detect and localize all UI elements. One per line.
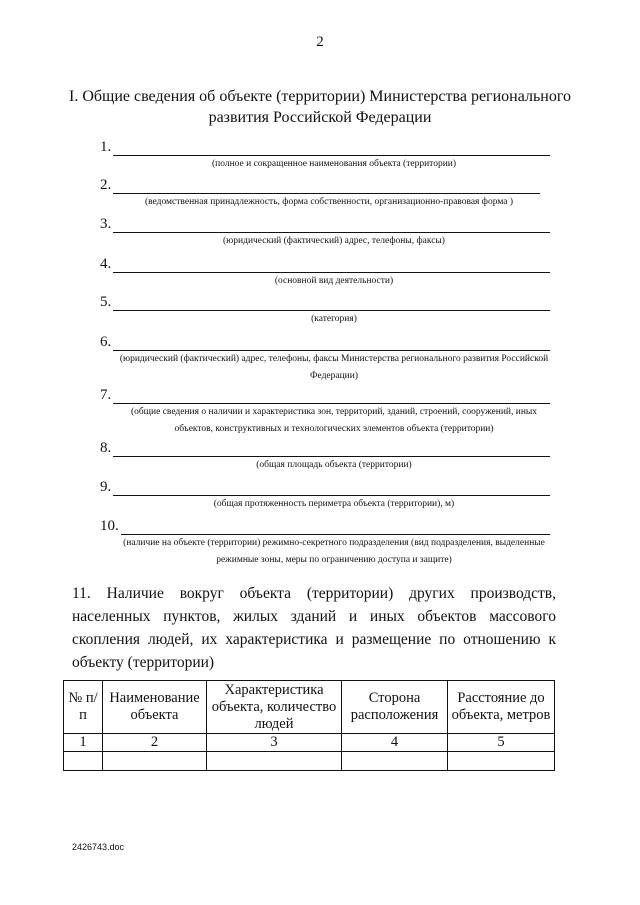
field-caption: (полное и сокращенное наименования объекта (территории) <box>211 159 457 169</box>
fill-line[interactable] <box>113 260 550 273</box>
field-4 <box>100 255 550 290</box>
fill-line[interactable] <box>113 181 540 194</box>
field-number: 5. <box>100 294 112 310</box>
field-caption: (категория) <box>311 314 357 324</box>
field-caption: (основной вид деятельности) <box>274 276 394 286</box>
table-cell: 4 <box>342 734 448 752</box>
field-number: 1. <box>100 139 112 155</box>
section-title: I. Общие сведения об объекте (территории) Министерства регионального развития Российской Федерации <box>68 88 571 126</box>
table-row <box>64 734 555 752</box>
table-row <box>64 752 555 771</box>
field-1 <box>100 138 550 173</box>
header-characteristics: Характеристика объекта, количество людей <box>207 681 342 734</box>
table-header-row <box>64 681 555 734</box>
paragraph-11: 11. Наличие вокруг объекта (территории) других производств, населенных пунктов, жилых зданий и иных объектов массового скопления людей, их характеристика и размещение по отношению к объекту (территории) <box>72 585 556 671</box>
fill-line[interactable] <box>113 298 550 311</box>
surroundings-table <box>63 680 555 771</box>
field-caption: (юридический (фактический) адрес, телефоны, факсы Министерства регионального развития Российской Федерации) <box>119 354 549 381</box>
field-number: 4. <box>100 256 112 272</box>
field-number: 6. <box>100 334 112 350</box>
header-distance: Расстояние до объекта, метров <box>448 681 555 734</box>
table-cell: 5 <box>448 734 555 752</box>
field-number: 2. <box>100 177 112 193</box>
header-name: Наименование объекта <box>103 681 207 734</box>
field-6 <box>100 333 550 385</box>
field-caption: (юридический (фактический) адрес, телефоны, факсы) <box>223 236 445 246</box>
header-number: № п/п <box>64 681 103 734</box>
fill-line[interactable] <box>121 522 550 535</box>
field-number: 10. <box>100 518 119 534</box>
field-8 <box>100 439 550 474</box>
header-side: Сторона расположения <box>342 681 448 734</box>
field-3 <box>100 215 550 250</box>
field-2 <box>100 176 540 211</box>
fill-line[interactable] <box>113 338 550 351</box>
page-number: 2 <box>316 34 324 50</box>
field-7 <box>100 386 550 438</box>
table-cell[interactable] <box>207 752 342 771</box>
field-number: 7. <box>100 387 112 403</box>
field-caption: (общая площадь объекта (территории) <box>256 460 412 470</box>
fill-line[interactable] <box>113 220 550 233</box>
table-cell[interactable] <box>448 752 555 771</box>
fill-line[interactable] <box>113 143 550 156</box>
field-number: 9. <box>100 479 112 495</box>
table-cell: 2 <box>103 734 207 752</box>
fill-line[interactable] <box>113 483 550 496</box>
fill-line[interactable] <box>113 391 550 404</box>
field-5 <box>100 293 550 328</box>
fill-line[interactable] <box>113 444 550 457</box>
field-number: 3. <box>100 216 112 232</box>
table-cell[interactable] <box>64 752 103 771</box>
field-caption: (наличие на объекте (территории) режимно-секретного подразделения (вид подразделения, выделенные режимные зоны, меры по ограничению доступа и защите) <box>123 538 545 565</box>
field-caption: (ведомственная принадлежность, форма собственности, организационно-правовая форма ) <box>144 197 514 207</box>
field-caption: (общая протяженность периметра объекта (территории), м) <box>213 499 455 509</box>
field-9 <box>100 478 550 513</box>
table-cell: 3 <box>207 734 342 752</box>
field-10 <box>100 517 550 569</box>
table-cell[interactable] <box>103 752 207 771</box>
table-cell[interactable] <box>342 752 448 771</box>
footer-doc-code: 2426743.doc <box>72 842 125 852</box>
table-cell: 1 <box>64 734 103 752</box>
field-caption: (общие сведения о наличии и характеристика зон, территорий, зданий, строений, сооружений, иных объектов, конструктивных и технологических элементов объекта (территории) <box>130 407 538 434</box>
field-number: 8. <box>100 440 112 456</box>
